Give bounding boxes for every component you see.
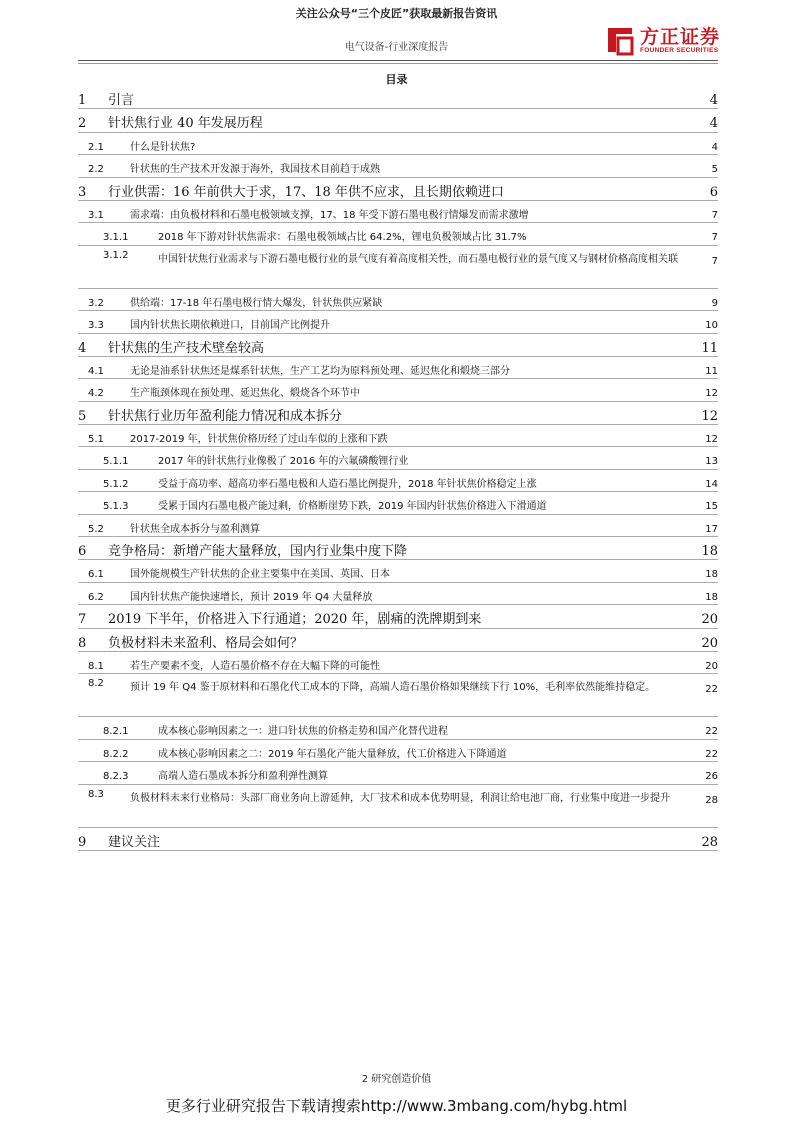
download-banner: 更多行业研究报告下载请搜索http://www.3mbang.com/hybg.html <box>165 1097 628 1115</box>
toc-entry[interactable] <box>78 652 718 674</box>
toc-entry-number: 5.1.2 <box>103 478 129 490</box>
toc-entry-title: 竞争格局：新增产能大量释放，国内行业集中度下降 <box>108 544 408 560</box>
toc-entry-number: 3.1.1 <box>103 232 129 244</box>
toc-entry-title: 针状焦全成本拆分与盈利测算 <box>130 523 260 535</box>
toc-entry-number: 6.1 <box>88 569 104 581</box>
toc-entry-title: 行业供需：16 年前供大于求，17、18 年供不应求，且长期依赖进口 <box>108 184 504 200</box>
toc-entry-title: 受益于高功率、超高功率石墨电极和人造石墨比例提升，2018 年针状焦价格稳定上涨 <box>158 478 537 490</box>
toc-entry-title: 成本核心影响因素之二：2019 年石墨化产能大量释放，代工价格进入下降通道 <box>158 748 507 760</box>
toc-entry-page: 14 <box>705 478 718 490</box>
toc-entry-page: 4 <box>709 93 718 108</box>
toc-entry-title: 2018 年下游对针状焦需求：石墨电极领域占比 64.2%，锂电负极领域占比 31.7% <box>158 232 527 244</box>
toc-entry-title: 负极材料未来盈利、格局会如何？ <box>108 635 304 651</box>
toc-entry-page: 22 <box>705 726 718 738</box>
toc-entry-title: 若生产要素不变，人造石墨价格不存在大幅下降的可能性 <box>130 660 380 672</box>
toc-entry-title: 针状焦的生产技术开发源于海外，我国技术目前趋于成熟 <box>130 164 380 176</box>
toc-entry-page: 28 <box>705 794 718 806</box>
toc-entry-number: 3.3 <box>88 320 104 332</box>
toc-entry[interactable] <box>78 311 718 333</box>
toc-entry[interactable] <box>78 785 718 828</box>
toc-entry-number: 7 <box>78 612 87 628</box>
toc-entry-page: 18 <box>701 544 718 560</box>
toc-entry[interactable] <box>78 717 718 739</box>
toc-entry-number: 3 <box>78 184 87 200</box>
toc-entry-page: 15 <box>705 501 718 513</box>
toc-entry-title: 供给端：17-18 年石墨电极行情大爆发，针状焦供应紧缺 <box>130 297 383 309</box>
toc-entry-page: 20 <box>701 635 718 651</box>
table-of-contents <box>78 86 718 851</box>
toc-entry-page: 18 <box>705 591 718 603</box>
toc-entry-page: 5 <box>711 164 718 176</box>
toc-entry-title: 什么是针状焦? <box>130 141 196 153</box>
toc-entry-number: 6 <box>78 544 87 560</box>
toc-entry-page: 6 <box>709 184 718 200</box>
toc-entry[interactable] <box>78 289 718 311</box>
toc-entry[interactable] <box>78 828 718 851</box>
toc-entry-title: 中国针状焦行业需求与下游石墨电极行业的景气度有着高度相关性，而石墨电极行业的景气度又与钢材价格高度相关联 <box>158 253 678 265</box>
toc-entry-number: 1 <box>78 93 87 108</box>
toc-entry-title: 引言 <box>108 93 135 108</box>
toc-entry-number: 8.2.1 <box>103 726 129 738</box>
toc-entry[interactable] <box>78 560 718 582</box>
toc-entry-number: 9 <box>78 834 87 850</box>
toc-entry[interactable] <box>78 515 718 537</box>
toc-entry-page: 11 <box>701 340 718 356</box>
toc-entry-title: 2017-2019 年，针状焦价格历经了过山车似的上涨和下跌 <box>130 434 388 446</box>
toc-entry-title: 建议关注 <box>108 834 161 850</box>
toc-entry[interactable] <box>78 109 718 132</box>
logo-subtext: FOUNDER SECURITIES <box>640 47 719 54</box>
toc-entry-number: 8.3 <box>88 788 104 800</box>
toc-entry-number: 2.2 <box>88 164 104 176</box>
toc-entry-page: 26 <box>705 771 718 783</box>
toc-entry-title: 国内针状焦产能快速增长，预计 2019 年 Q4 大量释放 <box>130 591 373 603</box>
toc-entry-number: 5 <box>78 408 87 424</box>
toc-title: 目录 <box>385 73 408 86</box>
toc-entry-page: 7 <box>711 209 718 221</box>
toc-entry-number: 8 <box>78 635 87 651</box>
toc-entry-title: 2019 下半年，价格进入下行通道；2020 年，剧痛的洗牌期到来 <box>108 612 482 628</box>
toc-entry-page: 22 <box>705 748 718 760</box>
toc-entry-number: 6.2 <box>88 591 104 603</box>
toc-entry[interactable] <box>78 246 718 289</box>
toc-entry-page: 22 <box>705 684 718 696</box>
toc-entry-page: 17 <box>705 523 718 535</box>
toc-entry-title: 需求端：由负极材料和石墨电极领域支撑，17、18 年受下游石墨电极行情爆发而需求激增 <box>130 209 529 221</box>
toc-entry[interactable] <box>78 583 718 605</box>
toc-entry-page: 9 <box>711 297 718 309</box>
toc-entry-page: 18 <box>705 569 718 581</box>
toc-entry[interactable] <box>78 133 718 155</box>
toc-entry-title: 针状焦行业历年盈利能力情况和成本拆分 <box>108 408 343 424</box>
toc-entry-page: 20 <box>701 612 718 628</box>
toc-entry-number: 4.2 <box>88 388 104 400</box>
toc-entry-title: 负极材料未来行业格局：头部厂商业务向上游延伸，大厂技术和成本优势明显，利润让给电池厂商，行业集中度进一步提升 <box>130 792 670 804</box>
toc-entry-number: 5.1.1 <box>103 456 129 468</box>
toc-entry[interactable] <box>78 629 718 652</box>
company-logo <box>604 22 764 62</box>
toc-entry[interactable] <box>78 201 718 223</box>
toc-entry-page: 11 <box>705 365 718 377</box>
page-number: 2 研究创造价值 <box>361 1074 432 1085</box>
toc-entry-number: 5.1 <box>88 434 104 446</box>
toc-entry-page: 12 <box>701 408 718 424</box>
toc-entry-page: 7 <box>711 255 718 267</box>
toc-entry-title: 受累于国内石墨电极产能过剩，价格断崖势下跌，2019 年国内针状焦价格进入下滑通道 <box>158 501 547 513</box>
toc-entry[interactable] <box>78 605 718 628</box>
toc-entry-number: 5.1.3 <box>103 501 129 513</box>
toc-entry-number: 8.2 <box>88 678 104 690</box>
toc-entry[interactable] <box>78 379 718 401</box>
toc-entry-page: 7 <box>711 232 718 244</box>
toc-entry[interactable] <box>78 762 718 784</box>
header-rule <box>78 60 718 61</box>
toc-entry-number: 8.2.3 <box>103 771 129 783</box>
toc-entry-number: 2 <box>78 116 87 132</box>
toc-entry-number: 8.1 <box>88 660 104 672</box>
toc-entry-page: 4 <box>711 141 718 153</box>
toc-entry-page: 28 <box>701 834 718 850</box>
header-rule-thin <box>78 63 718 64</box>
toc-entry[interactable] <box>78 402 718 425</box>
toc-entry-number: 5.2 <box>88 523 104 535</box>
toc-entry[interactable] <box>78 447 718 469</box>
toc-entry-title: 国外能规模生产针状焦的企业主要集中在美国、英国、日本 <box>130 569 390 581</box>
toc-entry-page: 12 <box>705 388 718 400</box>
toc-entry[interactable] <box>78 334 718 357</box>
toc-entry-page: 4 <box>709 116 718 132</box>
logo-text: 方正证券 <box>640 26 721 48</box>
toc-entry[interactable] <box>78 492 718 514</box>
toc-entry-title: 预计 19 年 Q4 鉴于原材料和石墨化代工成本的下降，高端人造石墨价格如果继续下行 10%，毛利率依然能维持稳定。 <box>130 682 656 694</box>
toc-entry-number: 4.1 <box>88 365 104 377</box>
toc-entry-page: 13 <box>705 456 718 468</box>
toc-entry[interactable] <box>78 357 718 379</box>
toc-entry-title: 2017 年的针状焦行业像极了 2016 年的六氟磷酸锂行业 <box>158 456 409 468</box>
toc-entry-title: 无论是油系针状焦还是煤系针状焦，生产工艺均为原料预处理、延迟焦化和煅烧三部分 <box>130 365 510 377</box>
toc-entry-title: 针状焦的生产技术壁垒较高 <box>108 340 265 356</box>
toc-entry-page: 12 <box>705 434 718 446</box>
toc-entry-page: 20 <box>705 660 718 672</box>
toc-entry[interactable] <box>78 674 718 717</box>
toc-entry[interactable] <box>78 223 718 245</box>
toc-entry-number: 3.1.2 <box>103 249 129 261</box>
toc-entry-number: 3.2 <box>88 297 104 309</box>
toc-entry-number: 4 <box>78 340 87 356</box>
toc-entry[interactable] <box>78 178 718 201</box>
founder-logo-icon <box>604 24 636 58</box>
toc-entry[interactable] <box>78 470 718 492</box>
toc-entry-title: 成本核心影响因素之一：进口针状焦的价格走势和国产化替代进程 <box>158 726 448 738</box>
toc-entry-title: 针状焦行业 40 年发展历程 <box>108 116 263 132</box>
toc-entry[interactable] <box>78 425 718 447</box>
toc-entry-title: 生产瓶颈体现在预处理、延迟焦化、煅烧各个环节中 <box>130 388 360 400</box>
toc-entry-number: 2.1 <box>88 141 104 153</box>
toc-entry-title: 国内针状焦长期依赖进口，目前国产比例提升 <box>130 320 330 332</box>
toc-entry-title: 高端人造石墨成本拆分和盈利弹性测算 <box>158 771 328 783</box>
toc-entry-number: 8.2.2 <box>103 748 129 760</box>
report-type: 电气设备-行业深度报告 <box>344 42 449 53</box>
toc-entry[interactable] <box>78 86 718 109</box>
toc-entry-number: 3.1 <box>88 209 104 221</box>
toc-entry[interactable] <box>78 537 718 560</box>
toc-entry-page: 10 <box>705 320 718 332</box>
top-banner: 关注公众号“三个皮匠”获取最新报告资讯 <box>295 7 498 20</box>
toc-entry[interactable] <box>78 740 718 762</box>
toc-entry[interactable] <box>78 155 718 177</box>
